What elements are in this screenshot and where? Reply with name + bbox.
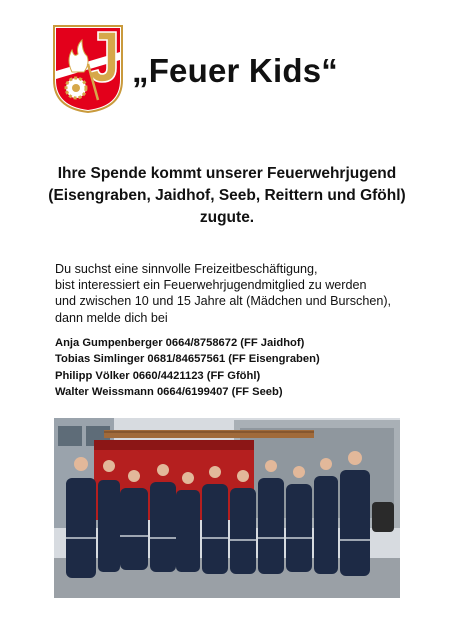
- fire-brigade-emblem-icon: [52, 24, 124, 114]
- contact-item: Anja Gumpenberger 0664/8758672 (FF Jaidhof): [55, 337, 305, 349]
- donation-line: (Eisengraben, Jaidhof, Seeb, Reittern und Gföhl): [48, 187, 406, 204]
- donation-notice: [40, 163, 414, 229]
- invitation-line: dann melde dich bei: [55, 310, 168, 325]
- contact-list: [55, 335, 425, 401]
- invitation-line: bist interessiert ein Feuerwehrjugendmitglied zu werden: [55, 278, 367, 293]
- donation-line: zugute.: [199, 209, 255, 226]
- contact-item: Tobias Simlinger 0681/84657561 (FF Eisengraben): [55, 353, 320, 366]
- invitation-text: [55, 261, 425, 326]
- group-photo: [54, 418, 400, 598]
- invitation-line: Du suchst eine sinnvolle Freizeitbeschäftigung,: [55, 262, 318, 276]
- contact-item: Walter Weissmann 0664/6199407 (FF Seeb): [55, 386, 283, 399]
- contact-item: Philipp Völker 0660/4421123 (FF Gföhl): [55, 369, 261, 382]
- invitation-line: und zwischen 10 und 15 Jahre alt (Mädchen und Burschen),: [55, 294, 392, 309]
- page-title: „Feuer Kids“: [132, 52, 338, 89]
- donation-line: Ihre Spende kommt unserer Feuerwehrjugend: [57, 165, 397, 182]
